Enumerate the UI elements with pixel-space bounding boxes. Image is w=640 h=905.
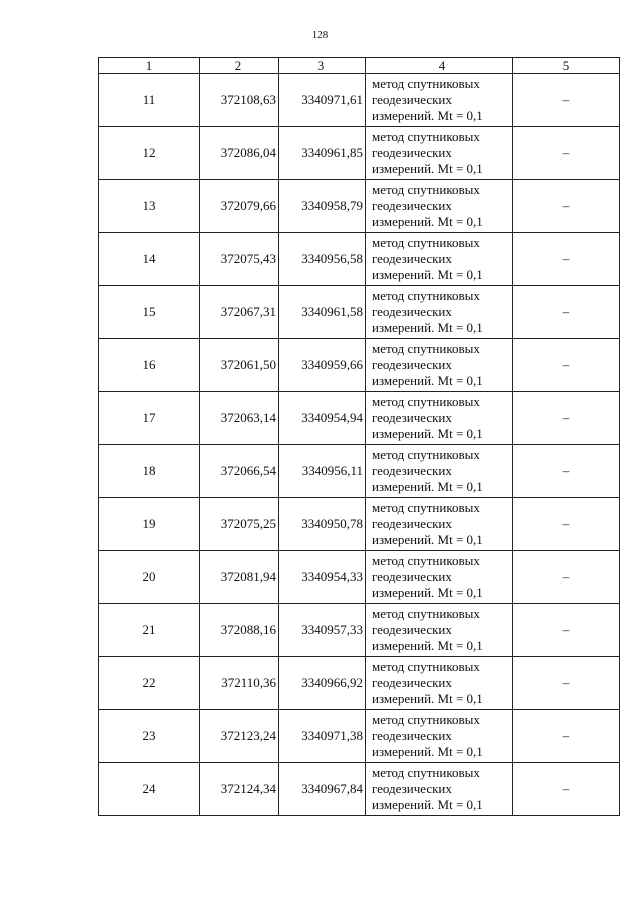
point-number-cell: 14	[99, 233, 200, 286]
page-number: 128	[311, 29, 329, 41]
method-text: метод спутниковых геодезических измерений. Mt = 0,1	[372, 129, 483, 176]
method-cell	[366, 233, 513, 286]
note-cell: –	[513, 710, 620, 763]
method-cell	[366, 286, 513, 339]
point-number-cell: 13	[99, 180, 200, 233]
method-cell	[366, 74, 513, 127]
table-header-row	[99, 58, 620, 74]
method-cell	[366, 392, 513, 445]
table-row	[99, 74, 620, 127]
method-cell	[366, 763, 513, 816]
table-row	[99, 445, 620, 498]
x-coordinate-cell: 372075,25	[200, 498, 279, 551]
method-text: метод спутниковых геодезических измерений. Mt = 0,1	[372, 712, 483, 759]
x-coordinate-cell: 372067,31	[200, 286, 279, 339]
table-row	[99, 392, 620, 445]
x-coordinate-cell: 372124,34	[200, 763, 279, 816]
y-coordinate-cell: 3340954,94	[279, 392, 366, 445]
x-coordinate-cell: 372086,04	[200, 127, 279, 180]
x-coordinate-cell: 372110,36	[200, 657, 279, 710]
y-coordinate-cell: 3340956,58	[279, 233, 366, 286]
point-number-cell: 12	[99, 127, 200, 180]
note-cell: –	[513, 127, 620, 180]
note-cell: –	[513, 498, 620, 551]
column-header-1: 1	[99, 58, 200, 74]
y-coordinate-cell: 3340957,33	[279, 604, 366, 657]
y-coordinate-cell: 3340961,58	[279, 286, 366, 339]
column-header-3: 3	[279, 58, 366, 74]
method-text: метод спутниковых геодезических измерений. Mt = 0,1	[372, 182, 483, 229]
note-cell: –	[513, 657, 620, 710]
method-cell	[366, 657, 513, 710]
note-cell: –	[513, 233, 620, 286]
note-cell: –	[513, 551, 620, 604]
note-cell: –	[513, 445, 620, 498]
point-number-cell: 21	[99, 604, 200, 657]
method-text: метод спутниковых геодезических измерений. Mt = 0,1	[372, 500, 483, 547]
y-coordinate-cell: 3340956,11	[279, 445, 366, 498]
point-number-cell: 24	[99, 763, 200, 816]
note-cell: –	[513, 763, 620, 816]
method-cell	[366, 445, 513, 498]
y-coordinate-cell: 3340961,85	[279, 127, 366, 180]
table-row	[99, 657, 620, 710]
x-coordinate-cell: 372066,54	[200, 445, 279, 498]
method-cell	[366, 127, 513, 180]
x-coordinate-cell: 372079,66	[200, 180, 279, 233]
point-number-cell: 15	[99, 286, 200, 339]
point-number-cell: 17	[99, 392, 200, 445]
table-row	[99, 763, 620, 816]
coordinates-table	[98, 57, 620, 816]
table-row	[99, 551, 620, 604]
method-cell	[366, 710, 513, 763]
method-text: метод спутниковых геодезических измерений. Mt = 0,1	[372, 288, 483, 335]
y-coordinate-cell: 3340959,66	[279, 339, 366, 392]
table-row	[99, 710, 620, 763]
y-coordinate-cell: 3340950,78	[279, 498, 366, 551]
x-coordinate-cell: 372063,14	[200, 392, 279, 445]
point-number-cell: 16	[99, 339, 200, 392]
method-text: метод спутниковых геодезических измерений. Mt = 0,1	[372, 394, 483, 441]
method-cell	[366, 498, 513, 551]
x-coordinate-cell: 372108,63	[200, 74, 279, 127]
point-number-cell: 11	[99, 74, 200, 127]
x-coordinate-cell: 372061,50	[200, 339, 279, 392]
method-text: метод спутниковых геодезических измерений. Mt = 0,1	[372, 447, 483, 494]
x-coordinate-cell: 372123,24	[200, 710, 279, 763]
method-text: метод спутниковых геодезических измерений. Mt = 0,1	[372, 341, 483, 388]
column-header-2: 2	[200, 58, 279, 74]
column-header-4: 4	[366, 58, 513, 74]
table-row	[99, 498, 620, 551]
y-coordinate-cell: 3340971,38	[279, 710, 366, 763]
y-coordinate-cell: 3340966,92	[279, 657, 366, 710]
point-number-cell: 22	[99, 657, 200, 710]
method-cell	[366, 339, 513, 392]
point-number-cell: 23	[99, 710, 200, 763]
note-cell: –	[513, 74, 620, 127]
y-coordinate-cell: 3340967,84	[279, 763, 366, 816]
method-text: метод спутниковых геодезических измерений. Mt = 0,1	[372, 659, 483, 706]
x-coordinate-cell: 372081,94	[200, 551, 279, 604]
method-cell	[366, 180, 513, 233]
point-number-cell: 19	[99, 498, 200, 551]
y-coordinate-cell: 3340971,61	[279, 74, 366, 127]
column-header-5: 5	[513, 58, 620, 74]
table-row	[99, 339, 620, 392]
note-cell: –	[513, 180, 620, 233]
method-text: метод спутниковых геодезических измерений. Mt = 0,1	[372, 765, 483, 812]
table-row	[99, 286, 620, 339]
method-text: метод спутниковых геодезических измерений. Mt = 0,1	[372, 76, 483, 123]
x-coordinate-cell: 372088,16	[200, 604, 279, 657]
x-coordinate-cell: 372075,43	[200, 233, 279, 286]
note-cell: –	[513, 286, 620, 339]
y-coordinate-cell: 3340958,79	[279, 180, 366, 233]
point-number-cell: 20	[99, 551, 200, 604]
method-cell	[366, 604, 513, 657]
method-text: метод спутниковых геодезических измерений. Mt = 0,1	[372, 553, 483, 600]
table-row	[99, 233, 620, 286]
method-text: метод спутниковых геодезических измерений. Mt = 0,1	[372, 235, 483, 282]
note-cell: –	[513, 392, 620, 445]
table-row	[99, 604, 620, 657]
table-row	[99, 180, 620, 233]
method-cell	[366, 551, 513, 604]
table-row	[99, 127, 620, 180]
point-number-cell: 18	[99, 445, 200, 498]
y-coordinate-cell: 3340954,33	[279, 551, 366, 604]
method-text: метод спутниковых геодезических измерений. Mt = 0,1	[372, 606, 483, 653]
note-cell: –	[513, 604, 620, 657]
note-cell: –	[513, 339, 620, 392]
